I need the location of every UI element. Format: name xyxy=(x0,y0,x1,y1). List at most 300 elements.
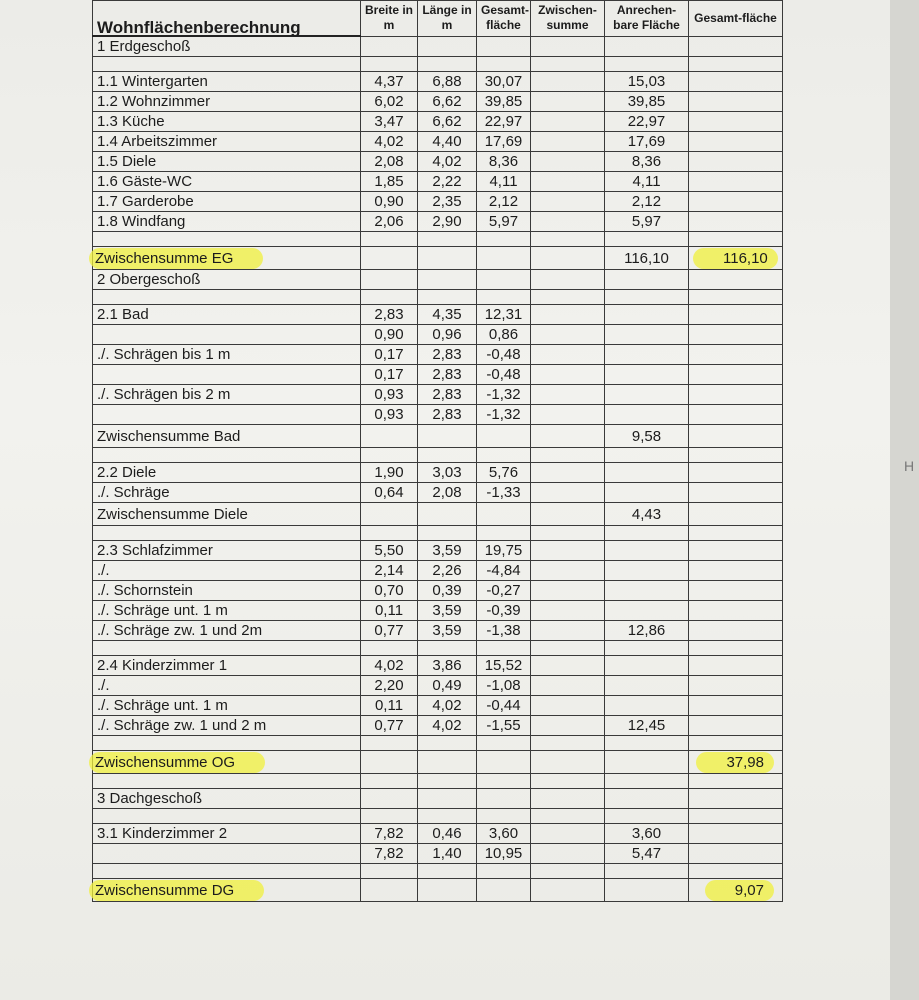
table-row xyxy=(93,345,783,365)
empty-cell xyxy=(361,736,418,751)
laenge-cell: 4,35 xyxy=(418,305,477,325)
anrechen-cell: 5,97 xyxy=(605,212,689,232)
zwischen-cell xyxy=(531,72,605,92)
breite-cell: 3,47 xyxy=(361,112,418,132)
laenge-cell: 0,49 xyxy=(418,676,477,696)
laenge-cell: 2,35 xyxy=(418,192,477,212)
total-cell xyxy=(689,425,783,448)
empty-cell xyxy=(361,864,418,879)
total-cell xyxy=(689,561,783,581)
breite-cell: 0,70 xyxy=(361,581,418,601)
empty-cell xyxy=(93,809,361,824)
gesamt-cell: -4,84 xyxy=(477,561,531,581)
room-label: 1.6 Gäste-WC xyxy=(93,172,361,192)
total-cell xyxy=(689,112,783,132)
table-row xyxy=(93,192,783,212)
gesamt-cell: -1,32 xyxy=(477,405,531,425)
zwischen-cell xyxy=(531,696,605,716)
empty-cell xyxy=(689,641,783,656)
table-row xyxy=(93,132,783,152)
subtotal-label xyxy=(93,425,361,448)
empty-cell xyxy=(418,232,477,247)
room-label xyxy=(93,325,361,345)
breite-cell: 2,08 xyxy=(361,152,418,172)
table-row xyxy=(93,561,783,581)
anrechen-cell xyxy=(605,385,689,405)
room-label: 1.5 Diele xyxy=(93,152,361,172)
room-label xyxy=(93,365,361,385)
breite-cell: 0,64 xyxy=(361,483,418,503)
laenge-cell: 4,02 xyxy=(418,152,477,172)
zwischen-cell xyxy=(531,541,605,561)
breite-cell: 0,77 xyxy=(361,621,418,641)
empty-cell xyxy=(531,503,605,526)
breite-cell: 0,93 xyxy=(361,385,418,405)
laenge-cell: 2,83 xyxy=(418,345,477,365)
room-label xyxy=(93,844,361,864)
zwischen-cell xyxy=(531,601,605,621)
gesamt-cell: 10,95 xyxy=(477,844,531,864)
table-row xyxy=(93,716,783,736)
anrechen-cell xyxy=(605,751,689,774)
laenge-cell: 2,08 xyxy=(418,483,477,503)
anrechen-cell xyxy=(605,676,689,696)
laenge-cell: 6,88 xyxy=(418,72,477,92)
zwischen-cell xyxy=(531,365,605,385)
empty-cell xyxy=(689,270,783,290)
empty-cell xyxy=(477,36,531,57)
laenge-cell: 2,83 xyxy=(418,385,477,405)
section-label: 2 Obergeschoß xyxy=(93,270,361,290)
subtotal-row xyxy=(93,247,783,270)
table-row xyxy=(93,212,783,232)
anrechen-cell: 4,11 xyxy=(605,172,689,192)
anrechen-cell xyxy=(605,696,689,716)
laenge-cell: 0,39 xyxy=(418,581,477,601)
breite-cell: 7,82 xyxy=(361,844,418,864)
gesamt-cell: 22,97 xyxy=(477,112,531,132)
anrechen-cell xyxy=(605,656,689,676)
empty-cell xyxy=(605,57,689,72)
room-label: ./. Schrägen bis 1 m xyxy=(93,345,361,365)
empty-cell xyxy=(477,503,531,526)
total-cell xyxy=(689,621,783,641)
laenge-cell: 2,83 xyxy=(418,405,477,425)
breite-cell: 4,02 xyxy=(361,132,418,152)
total-cell xyxy=(689,541,783,561)
col-zwischen: Zwischen-summe xyxy=(531,1,605,37)
total-cell xyxy=(689,405,783,425)
empty-cell xyxy=(477,879,531,902)
laenge-cell: 4,02 xyxy=(418,696,477,716)
subtotal-label xyxy=(93,503,361,526)
table-row xyxy=(93,656,783,676)
table-row xyxy=(93,72,783,92)
table-row xyxy=(93,172,783,192)
spacer-row xyxy=(93,809,783,824)
empty-cell xyxy=(689,232,783,247)
breite-cell: 0,17 xyxy=(361,365,418,385)
table-row xyxy=(93,405,783,425)
anrechen-cell xyxy=(605,879,689,902)
empty-cell xyxy=(477,290,531,305)
empty-cell xyxy=(531,270,605,290)
empty-cell xyxy=(418,864,477,879)
gesamt-cell: 0,86 xyxy=(477,325,531,345)
empty-cell xyxy=(689,774,783,789)
empty-cell xyxy=(93,526,361,541)
zwischen-cell xyxy=(531,132,605,152)
total-cell xyxy=(689,716,783,736)
anrechen-cell xyxy=(605,463,689,483)
room-label: ./. Schräge unt. 1 m xyxy=(93,601,361,621)
table-row xyxy=(93,325,783,345)
header-row xyxy=(93,1,783,37)
empty-cell xyxy=(477,425,531,448)
table-row xyxy=(93,581,783,601)
breite-cell: 4,37 xyxy=(361,72,418,92)
zwischen-cell xyxy=(531,581,605,601)
empty-cell xyxy=(361,526,418,541)
empty-cell xyxy=(531,448,605,463)
empty-cell xyxy=(361,247,418,270)
breite-cell: 2,06 xyxy=(361,212,418,232)
empty-cell xyxy=(418,736,477,751)
total-cell xyxy=(689,824,783,844)
table-row xyxy=(93,676,783,696)
total-cell xyxy=(689,247,783,270)
breite-cell: 2,83 xyxy=(361,305,418,325)
subtotal-label xyxy=(93,247,361,270)
zwischen-cell xyxy=(531,716,605,736)
zwischen-cell xyxy=(531,385,605,405)
empty-cell xyxy=(531,57,605,72)
section-row xyxy=(93,789,783,809)
empty-cell xyxy=(689,36,783,57)
empty-cell xyxy=(689,864,783,879)
total-cell xyxy=(689,325,783,345)
room-label: 1.4 Arbeitszimmer xyxy=(93,132,361,152)
empty-cell xyxy=(418,526,477,541)
table-row xyxy=(93,844,783,864)
gesamt-cell: -1,38 xyxy=(477,621,531,641)
empty-cell xyxy=(93,290,361,305)
room-label: ./. xyxy=(93,676,361,696)
room-label: ./. Schornstein xyxy=(93,581,361,601)
room-label: 2.1 Bad xyxy=(93,305,361,325)
empty-cell xyxy=(531,751,605,774)
empty-cell xyxy=(361,809,418,824)
subtotal-label-text: Zwischensumme OG xyxy=(89,752,265,773)
room-label: ./. Schräge xyxy=(93,483,361,503)
empty-cell xyxy=(531,425,605,448)
empty-cell xyxy=(477,247,531,270)
gesamt-cell: -1,32 xyxy=(477,385,531,405)
empty-cell xyxy=(477,864,531,879)
empty-cell xyxy=(477,232,531,247)
empty-cell xyxy=(418,57,477,72)
empty-cell xyxy=(477,751,531,774)
empty-cell xyxy=(418,809,477,824)
anrechen-cell: 39,85 xyxy=(605,92,689,112)
empty-cell xyxy=(605,448,689,463)
total-cell xyxy=(689,345,783,365)
anrechen-cell xyxy=(605,305,689,325)
anrechen-cell: 5,47 xyxy=(605,844,689,864)
table-row xyxy=(93,385,783,405)
anrechen-cell xyxy=(605,541,689,561)
breite-cell: 2,20 xyxy=(361,676,418,696)
laenge-cell: 4,02 xyxy=(418,716,477,736)
empty-cell xyxy=(605,789,689,809)
total-cell xyxy=(689,192,783,212)
table-row xyxy=(93,112,783,132)
empty-cell xyxy=(361,641,418,656)
anrechen-cell: 12,86 xyxy=(605,621,689,641)
room-label: ./. Schräge zw. 1 und 2m xyxy=(93,621,361,641)
laenge-cell: 3,59 xyxy=(418,601,477,621)
room-label: 1.1 Wintergarten xyxy=(93,72,361,92)
total-cell xyxy=(689,751,783,774)
gesamt-cell: 3,60 xyxy=(477,824,531,844)
empty-cell xyxy=(605,270,689,290)
room-label: 1.3 Küche xyxy=(93,112,361,132)
anrechen-cell xyxy=(605,561,689,581)
margin-letter: H xyxy=(904,458,915,474)
anrechen-cell: 15,03 xyxy=(605,72,689,92)
empty-cell xyxy=(531,526,605,541)
total-value: 37,98 xyxy=(696,752,774,773)
empty-cell xyxy=(605,864,689,879)
anrechen-cell: 9,58 xyxy=(605,425,689,448)
total-cell xyxy=(689,132,783,152)
empty-cell xyxy=(605,809,689,824)
anrechen-cell xyxy=(605,325,689,345)
gesamt-cell: -0,39 xyxy=(477,601,531,621)
empty-cell xyxy=(418,425,477,448)
breite-cell: 0,90 xyxy=(361,192,418,212)
spacer-row xyxy=(93,774,783,789)
gesamt-cell: 17,69 xyxy=(477,132,531,152)
zwischen-cell xyxy=(531,656,605,676)
zwischen-cell xyxy=(531,192,605,212)
room-label xyxy=(93,405,361,425)
total-cell xyxy=(689,483,783,503)
empty-cell xyxy=(531,641,605,656)
gesamt-cell: 5,97 xyxy=(477,212,531,232)
table-row xyxy=(93,696,783,716)
zwischen-cell xyxy=(531,621,605,641)
empty-cell xyxy=(605,232,689,247)
room-label: ./. Schräge zw. 1 und 2 m xyxy=(93,716,361,736)
total-cell xyxy=(689,844,783,864)
room-label: 1.8 Windfang xyxy=(93,212,361,232)
total-cell xyxy=(689,581,783,601)
breite-cell: 0,77 xyxy=(361,716,418,736)
gesamt-cell: 8,36 xyxy=(477,152,531,172)
room-label: ./. Schräge unt. 1 m xyxy=(93,696,361,716)
subtotal-label-text: Zwischensumme DG xyxy=(89,880,264,901)
subtotal-row xyxy=(93,425,783,448)
room-label: ./. xyxy=(93,561,361,581)
total-cell xyxy=(689,172,783,192)
zwischen-cell xyxy=(531,463,605,483)
empty-cell xyxy=(418,270,477,290)
empty-cell xyxy=(361,503,418,526)
total-cell xyxy=(689,879,783,902)
section-row xyxy=(93,270,783,290)
subtotal-label-text: Zwischensumme Diele xyxy=(97,505,248,523)
spacer-row xyxy=(93,864,783,879)
breite-cell: 0,93 xyxy=(361,405,418,425)
anrechen-cell: 4,43 xyxy=(605,503,689,526)
empty-cell xyxy=(93,864,361,879)
empty-cell xyxy=(477,641,531,656)
anrechen-cell xyxy=(605,365,689,385)
zwischen-cell xyxy=(531,844,605,864)
zwischen-cell xyxy=(531,325,605,345)
table-row xyxy=(93,601,783,621)
empty-cell xyxy=(477,57,531,72)
area-calculation-table xyxy=(92,0,783,902)
anrechen-cell: 8,36 xyxy=(605,152,689,172)
empty-cell xyxy=(93,736,361,751)
laenge-cell: 2,22 xyxy=(418,172,477,192)
col-laenge: Länge in m xyxy=(418,1,477,37)
gesamt-cell: 19,75 xyxy=(477,541,531,561)
empty-cell xyxy=(531,290,605,305)
laenge-cell: 2,83 xyxy=(418,365,477,385)
empty-cell xyxy=(361,751,418,774)
anrechen-cell: 3,60 xyxy=(605,824,689,844)
anrechen-cell xyxy=(605,483,689,503)
empty-cell xyxy=(531,774,605,789)
empty-cell xyxy=(531,36,605,57)
subtotal-row xyxy=(93,503,783,526)
gesamt-cell: -0,27 xyxy=(477,581,531,601)
laenge-cell: 2,90 xyxy=(418,212,477,232)
breite-cell: 0,11 xyxy=(361,696,418,716)
zwischen-cell xyxy=(531,345,605,365)
empty-cell xyxy=(477,448,531,463)
total-cell xyxy=(689,385,783,405)
breite-cell: 7,82 xyxy=(361,824,418,844)
spacer-row xyxy=(93,526,783,541)
empty-cell xyxy=(689,526,783,541)
gesamt-cell: -0,44 xyxy=(477,696,531,716)
table-row xyxy=(93,824,783,844)
laenge-cell: 3,59 xyxy=(418,541,477,561)
empty-cell xyxy=(361,36,418,57)
laenge-cell: 6,62 xyxy=(418,112,477,132)
empty-cell xyxy=(689,789,783,809)
empty-cell xyxy=(418,751,477,774)
breite-cell: 2,14 xyxy=(361,561,418,581)
total-value: 9,07 xyxy=(705,880,774,901)
subtotal-label xyxy=(93,879,361,902)
room-label: 2.3 Schlafzimmer xyxy=(93,541,361,561)
breite-cell: 0,90 xyxy=(361,325,418,345)
laenge-cell: 3,59 xyxy=(418,621,477,641)
zwischen-cell xyxy=(531,483,605,503)
gesamt-cell: -1,55 xyxy=(477,716,531,736)
total-cell xyxy=(689,463,783,483)
anrechen-cell xyxy=(605,405,689,425)
breite-cell: 1,90 xyxy=(361,463,418,483)
empty-cell xyxy=(531,736,605,751)
table-row xyxy=(93,305,783,325)
empty-cell xyxy=(418,290,477,305)
empty-cell xyxy=(361,448,418,463)
empty-cell xyxy=(531,864,605,879)
empty-cell xyxy=(361,774,418,789)
laenge-cell: 3,86 xyxy=(418,656,477,676)
empty-cell xyxy=(605,526,689,541)
total-cell xyxy=(689,72,783,92)
gesamt-cell: -1,33 xyxy=(477,483,531,503)
laenge-cell: 1,40 xyxy=(418,844,477,864)
empty-cell xyxy=(93,57,361,72)
zwischen-cell xyxy=(531,172,605,192)
empty-cell xyxy=(689,448,783,463)
empty-cell xyxy=(418,448,477,463)
zwischen-cell xyxy=(531,92,605,112)
zwischen-cell xyxy=(531,405,605,425)
empty-cell xyxy=(689,736,783,751)
table-title: Wohnflächenberechnung xyxy=(93,1,361,37)
table-body xyxy=(93,36,783,902)
total-value: 116,10 xyxy=(693,248,778,269)
gesamt-cell: 39,85 xyxy=(477,92,531,112)
table-row xyxy=(93,621,783,641)
laenge-cell: 2,26 xyxy=(418,561,477,581)
empty-cell xyxy=(477,526,531,541)
empty-cell xyxy=(605,290,689,305)
empty-cell xyxy=(477,270,531,290)
empty-cell xyxy=(477,809,531,824)
empty-cell xyxy=(361,270,418,290)
empty-cell xyxy=(531,879,605,902)
table-row xyxy=(93,365,783,385)
empty-cell xyxy=(477,789,531,809)
room-label: 2.2 Diele xyxy=(93,463,361,483)
col-gesamtflaeche: Gesamt-fläche xyxy=(689,1,783,37)
total-cell xyxy=(689,365,783,385)
anrechen-cell: 12,45 xyxy=(605,716,689,736)
room-label: 1.7 Garderobe xyxy=(93,192,361,212)
total-cell xyxy=(689,152,783,172)
empty-cell xyxy=(418,879,477,902)
section-label: 3 Dachgeschoß xyxy=(93,789,361,809)
spacer-row xyxy=(93,448,783,463)
section-label: 1 Erdgeschoß xyxy=(93,36,361,57)
subtotal-row xyxy=(93,751,783,774)
anrechen-cell xyxy=(605,345,689,365)
subtotal-label-text: Zwischensumme Bad xyxy=(97,427,241,445)
empty-cell xyxy=(93,641,361,656)
empty-cell xyxy=(605,736,689,751)
empty-cell xyxy=(605,641,689,656)
empty-cell xyxy=(531,789,605,809)
empty-cell xyxy=(689,57,783,72)
gesamt-cell: 5,76 xyxy=(477,463,531,483)
breite-cell: 1,85 xyxy=(361,172,418,192)
table-row xyxy=(93,541,783,561)
zwischen-cell xyxy=(531,561,605,581)
zwischen-cell xyxy=(531,676,605,696)
room-label: ./. Schrägen bis 2 m xyxy=(93,385,361,405)
empty-cell xyxy=(605,774,689,789)
